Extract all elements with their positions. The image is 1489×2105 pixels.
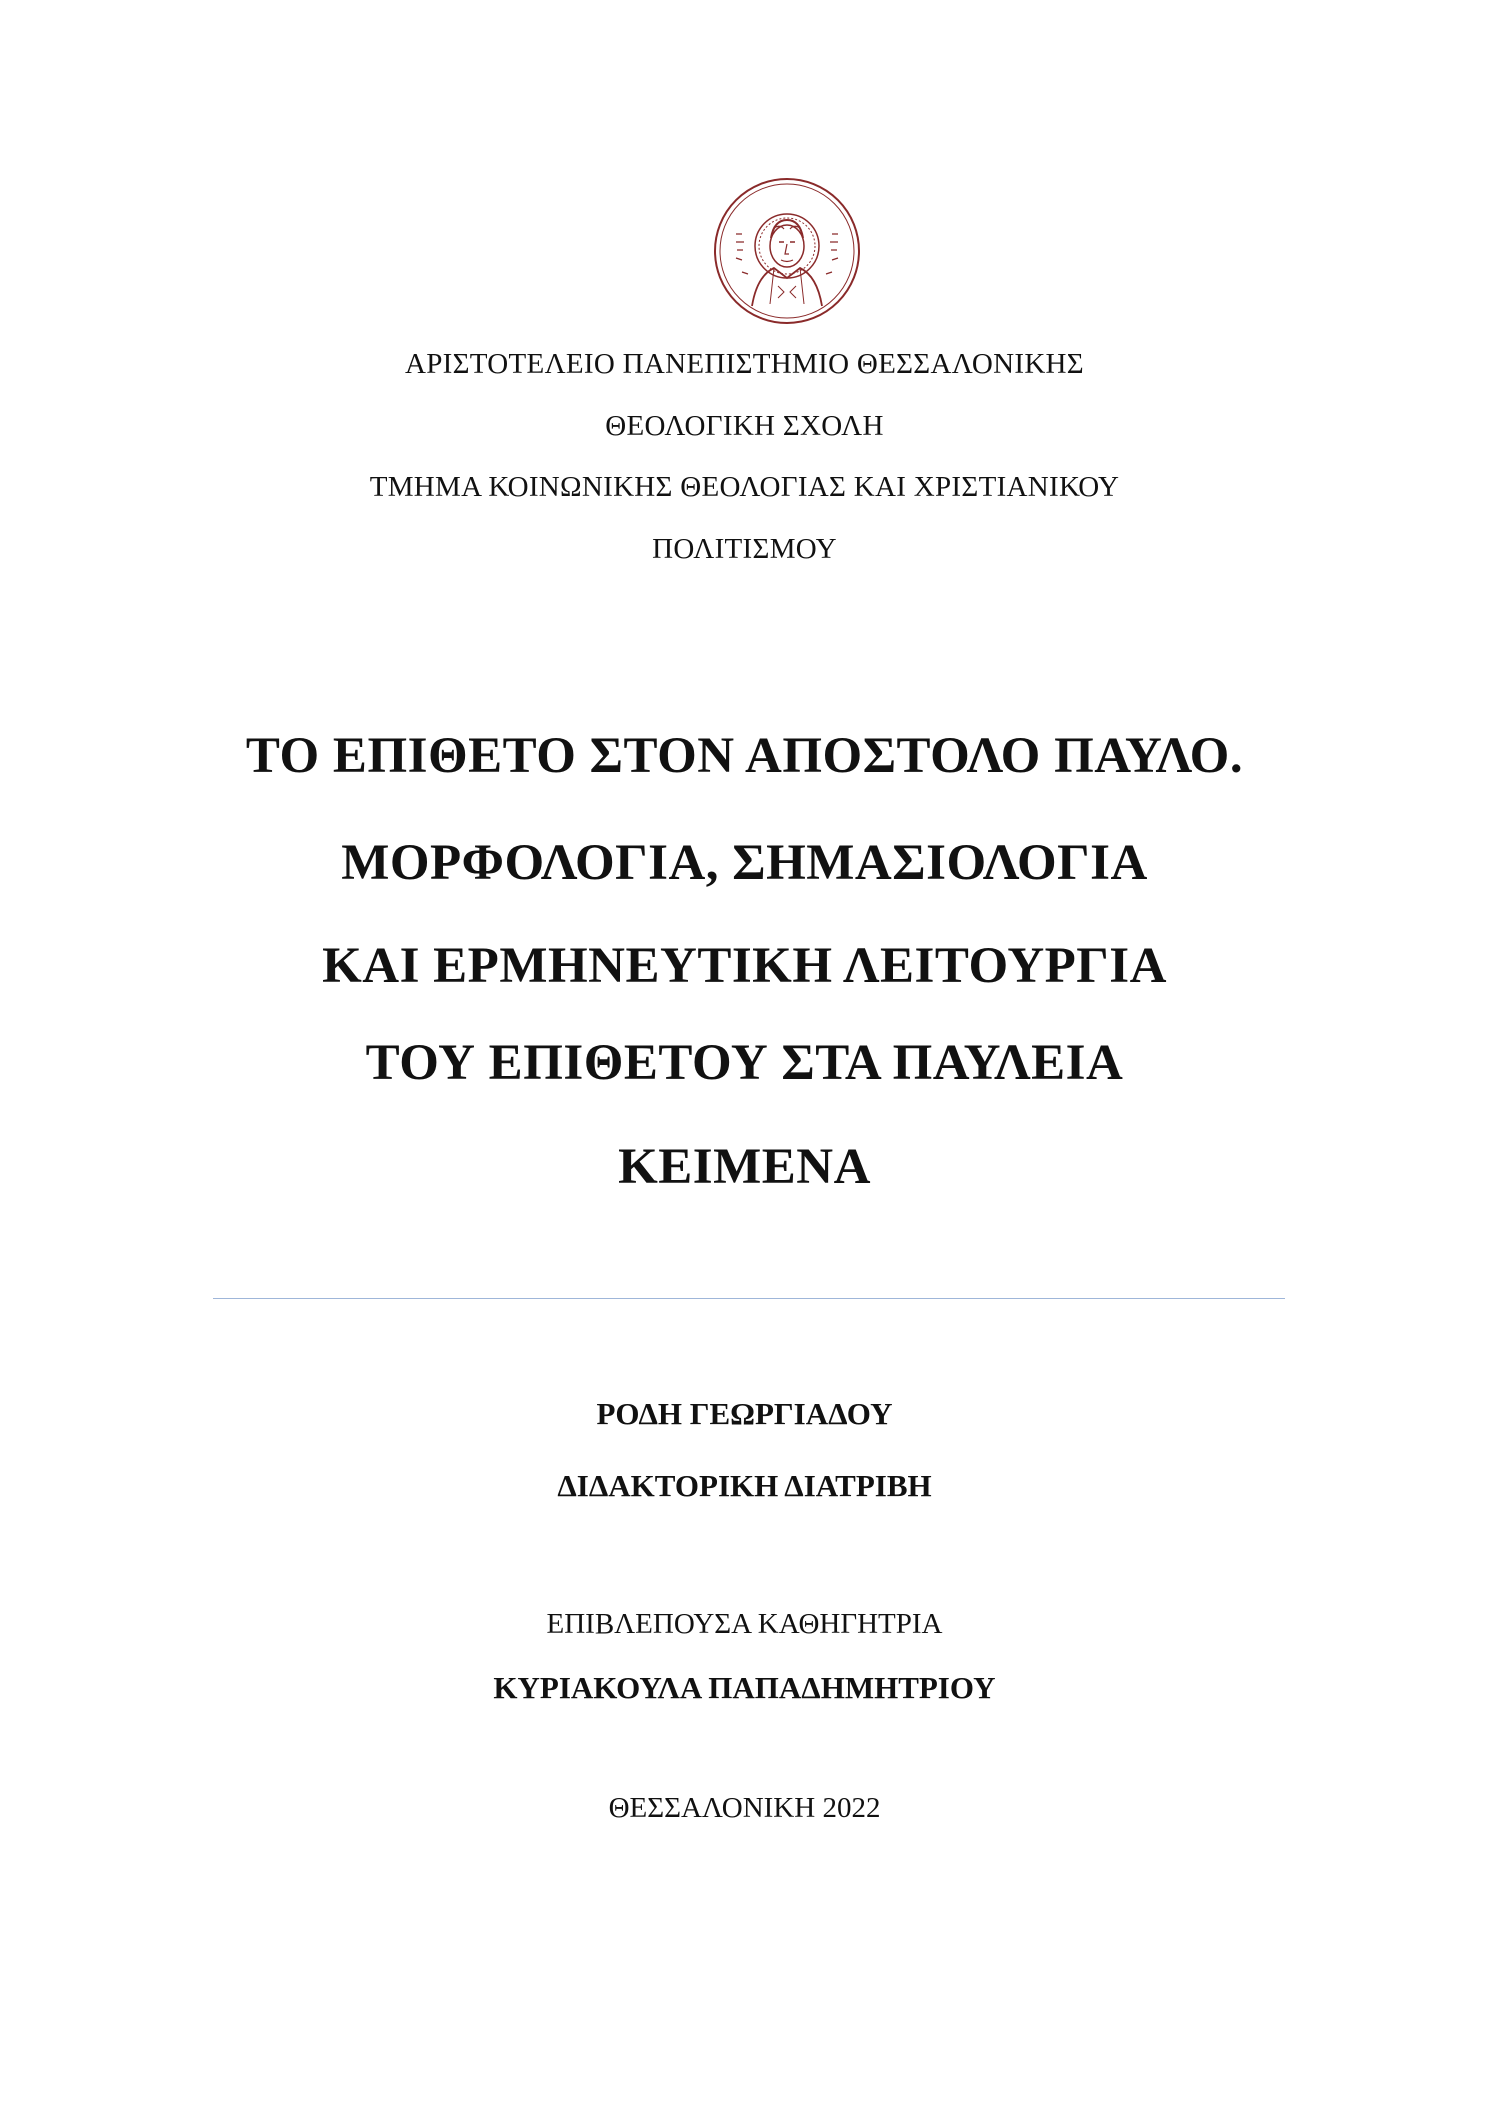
school-name: ΘΕΟΛΟΓΙΚΗ ΣΧΟΛΗ xyxy=(605,410,884,442)
department-name-line1: ΤΜΗΜΑ ΚΟΙΝΩΝΙΚΗΣ ΘΕΟΛΟΓΙΑΣ ΚΑΙ ΧΡΙΣΤΙΑΝΙΚΟΥ xyxy=(369,471,1120,503)
place-year: ΘΕΣΣΑΛΟΝΙΚΗ 2022 xyxy=(608,1792,881,1824)
thesis-title-line5: ΚΕΙΜΕΝΑ xyxy=(618,1139,871,1195)
supervisor-name: ΚΥΡΙΑΚΟΥΛΑ ΠΑΠΑΔΗΜΗΤΡΙΟΥ xyxy=(493,1670,996,1705)
divider-rule xyxy=(213,1298,1285,1299)
thesis-type: ΔΙΔΑΚΤΟΡΙΚΗ ΔΙΑΤΡΙΒΗ xyxy=(557,1468,932,1503)
university-name: ΑΡΙΣΤΟΤΕΛΕΙΟ ΠΑΝΕΠΙΣΤΗΜΙΟ ΘΕΣΣΑΛΟΝΙΚΗΣ xyxy=(405,348,1084,380)
thesis-title-line2: ΜΟΡΦΟΛΟΓΙΑ, ΣΗΜΑΣΙΟΛΟΓΙΑ xyxy=(341,835,1148,891)
university-seal-icon xyxy=(712,176,862,326)
thesis-title-line3: ΚΑΙ ΕΡΜΗΝΕΥΤΙΚΗ ΛΕΙΤΟΥΡΓΙΑ xyxy=(322,938,1167,994)
thesis-title-line1: ΤΟ ΕΠΙΘΕΤΟ ΣΤΟΝ ΑΠΟΣΤΟΛΟ ΠΑΥΛΟ. xyxy=(245,728,1244,784)
supervisor-label: ΕΠΙΒΛΕΠΟΥΣΑ ΚΑΘΗΓΗΤΡΙΑ xyxy=(546,1608,943,1640)
author-name: ΡΟΔΗ ΓΕΩΡΓΙΑΔΟΥ xyxy=(596,1396,893,1431)
thesis-title-line4: ΤΟΥ ΕΠΙΘΕΤΟΥ ΣΤΑ ΠΑΥΛΕΙΑ xyxy=(365,1035,1124,1091)
department-name-line2: ΠΟΛΙΤΙΣΜΟΥ xyxy=(652,533,837,565)
